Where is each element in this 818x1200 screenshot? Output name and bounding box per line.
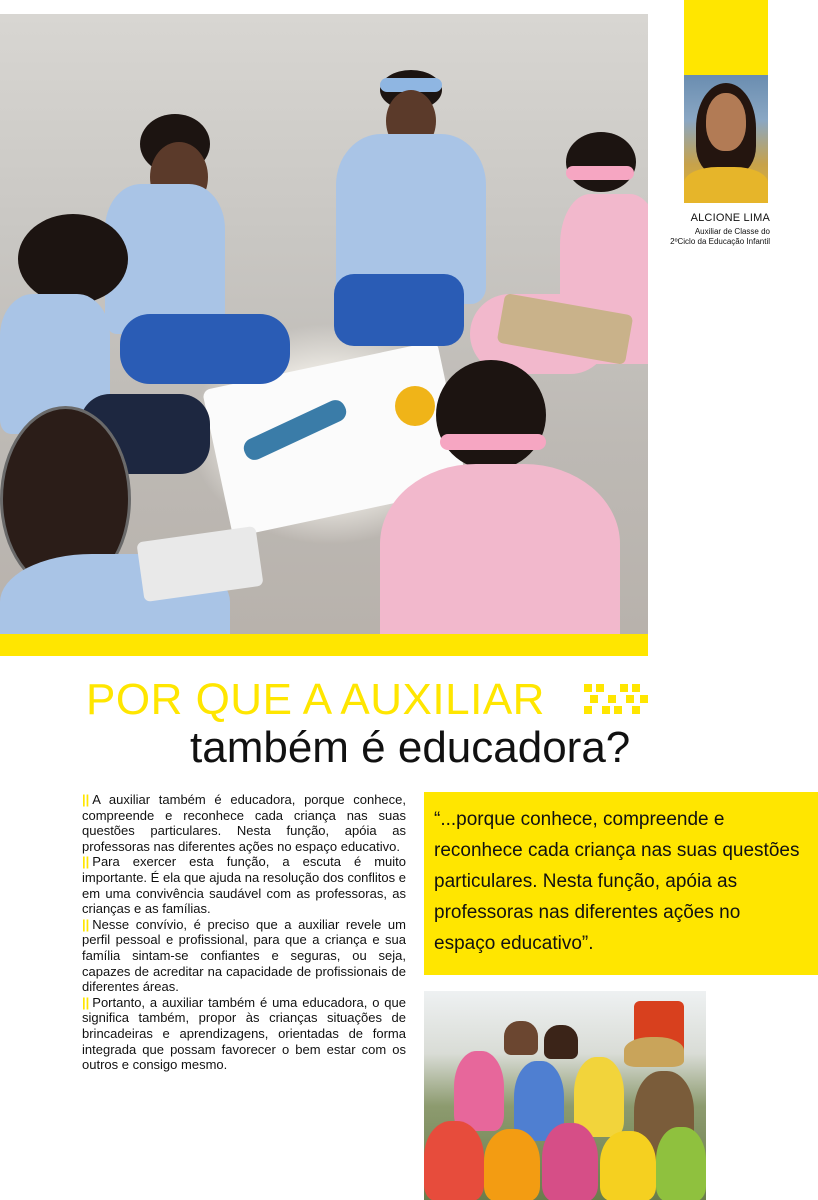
yellow-bar xyxy=(0,634,648,656)
adult-face xyxy=(504,1021,538,1055)
paragraph xyxy=(82,792,406,854)
child-costume xyxy=(656,1127,706,1200)
paragraph-marker: || xyxy=(82,994,90,1010)
paragraph-text: Nesse convívio, é preciso que a auxiliar revele um perfil pessoal e profissional, para que a criança e sua família sintam-se confiantes e seguras, ou seja, capazes de acreditar na capacidade de profissionais de diferentes áreas. xyxy=(82,916,406,995)
person-pants xyxy=(334,274,464,346)
paragraph-marker: || xyxy=(82,854,90,870)
headline-line2: também é educadora? xyxy=(190,723,631,772)
person-scrub xyxy=(380,464,620,634)
headband xyxy=(440,434,546,450)
child-costume xyxy=(542,1123,598,1200)
straw-hat xyxy=(624,1037,684,1067)
paragraph xyxy=(82,995,406,1073)
children-photo xyxy=(424,991,706,1200)
portrait-photo xyxy=(684,75,768,203)
headband xyxy=(566,166,634,180)
newspaper xyxy=(136,526,263,602)
paragraph-marker: || xyxy=(82,916,90,932)
paragraph xyxy=(82,917,406,995)
role-line: Auxiliar de Classe do xyxy=(694,227,770,236)
person-role xyxy=(640,227,770,247)
child-costume xyxy=(600,1131,656,1200)
paragraph-text: Para exercer esta função, a escuta é muito importante. É ela que ajuda na resolução dos conflitos e em uma convivência saudável com as professoras, as crianças e as famílias. xyxy=(82,854,406,917)
child-costume xyxy=(484,1129,540,1200)
person-name: ALCIONE LIMA xyxy=(690,212,770,224)
headline-line1: POR QUE A AUXILIAR xyxy=(86,675,545,724)
paragraph xyxy=(82,854,406,916)
portrait-shirt xyxy=(684,167,768,203)
person-hair xyxy=(436,360,546,470)
person-pants xyxy=(120,314,290,384)
pull-quote-text: “...porque conhece, compreende e reconhece cada criança nas suas questões particulares. Nesta função, apóia as professoras nas diferentes ações no espaço educativo”. xyxy=(434,809,800,954)
main-photo xyxy=(0,14,648,634)
adult-face xyxy=(544,1025,578,1059)
portrait-face xyxy=(706,93,746,151)
paragraph-text: Portanto, a auxiliar também é uma educadora, o que significa também, propor às crianças situações de brincadeiras e aprendizagens, orientadas de forma integrada que possam favorecer o bem estar com os outros e consigo mesmo. xyxy=(82,994,406,1073)
child-costume xyxy=(424,1121,484,1200)
person-hair xyxy=(18,214,128,304)
role-line: 2ºCiclo da Educação Infantil xyxy=(670,237,770,246)
yellow-bar-top xyxy=(684,0,768,75)
child-costume xyxy=(454,1051,504,1131)
article-body xyxy=(82,792,406,1073)
paragraph-text: A auxiliar também é educadora, porque conhece, compreende e reconhece cada criança nas suas questões particulares. Nesta função, apóia as professoras nas diferentes ações no espaço educativo. xyxy=(82,792,406,854)
poster-sun xyxy=(395,386,435,426)
decorative-squares-icon xyxy=(580,682,650,720)
pull-quote-box xyxy=(424,792,818,975)
person-hair xyxy=(566,132,636,192)
paragraph-marker: || xyxy=(82,792,90,807)
